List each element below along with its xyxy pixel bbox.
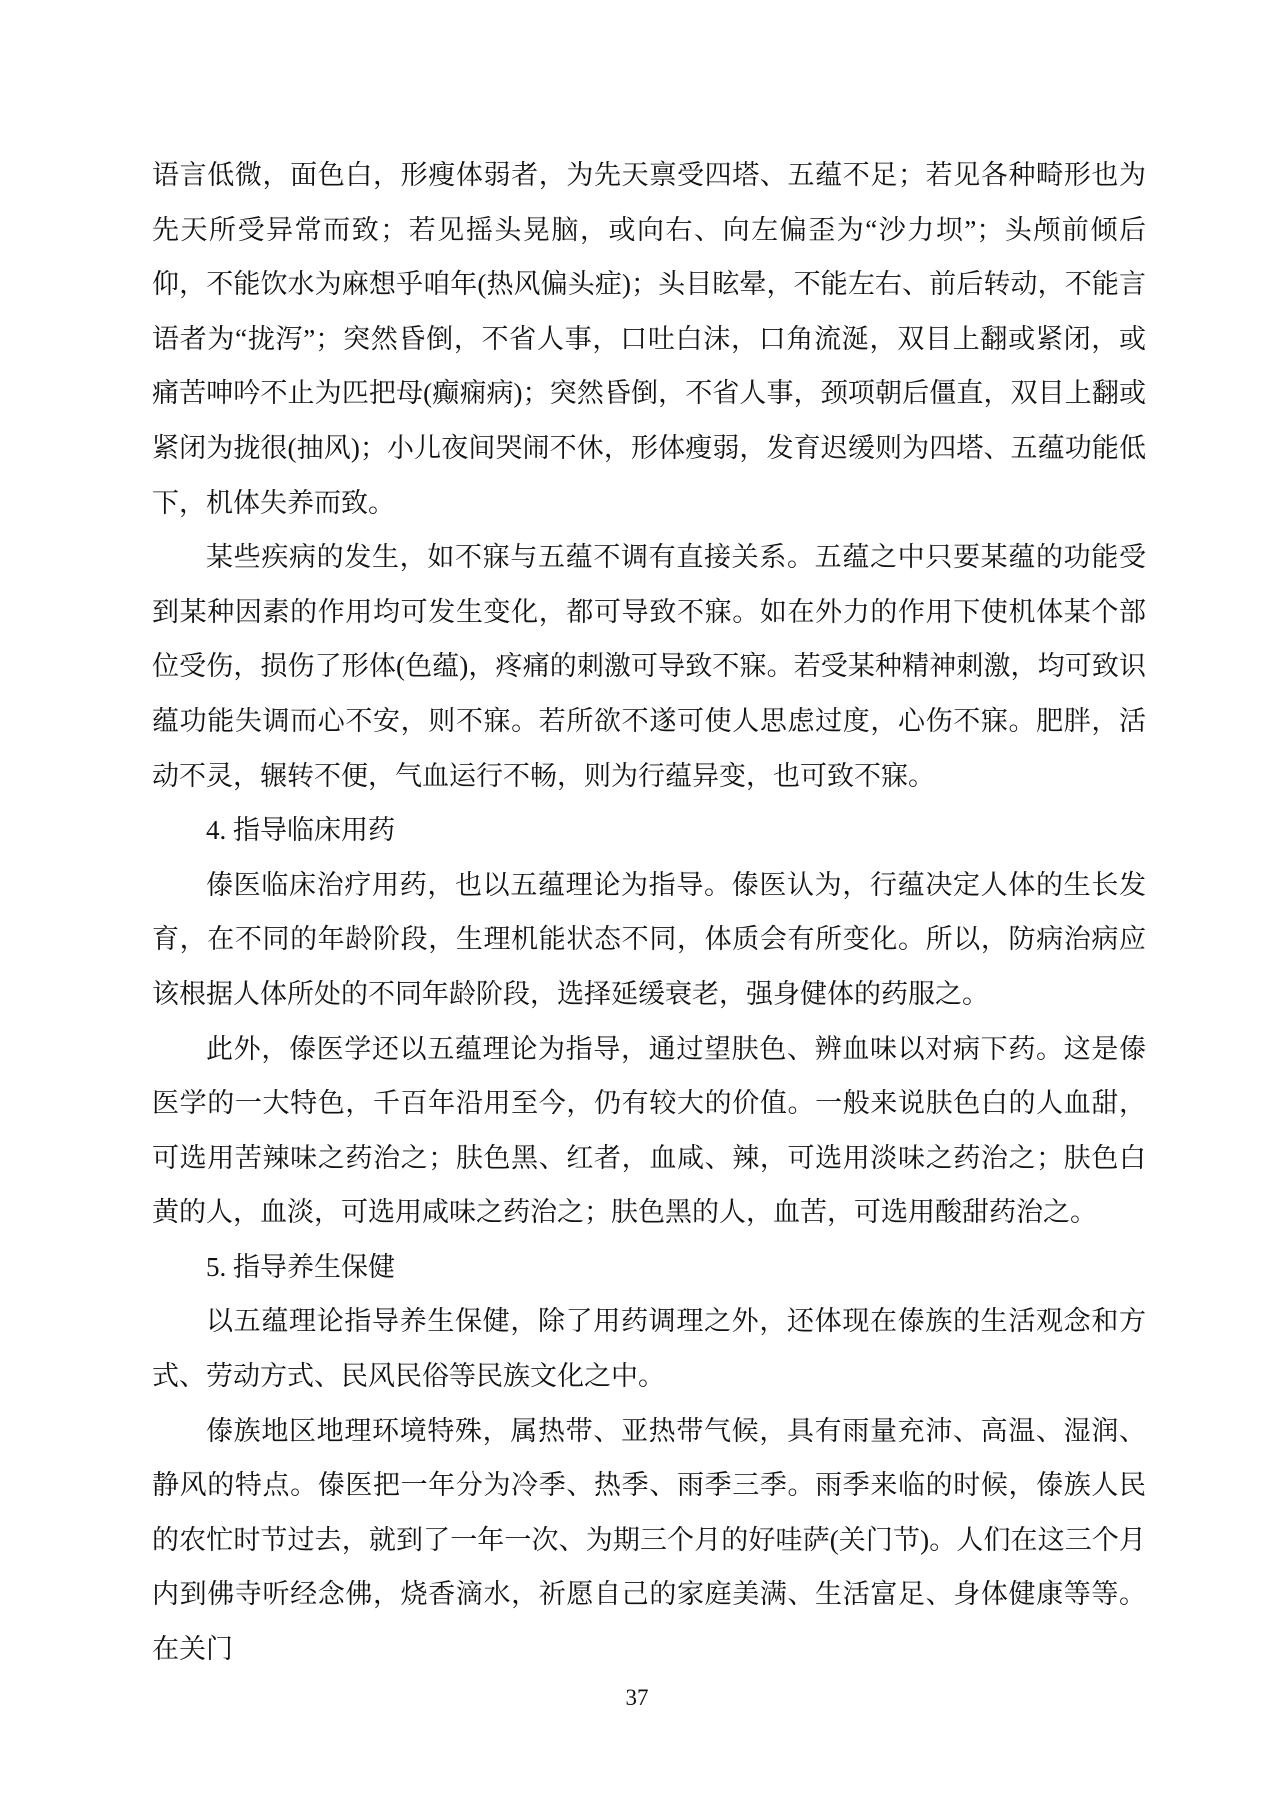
text-content (152, 148, 1146, 1677)
page-number: 37 (625, 1685, 649, 1710)
section-heading: 4. 指导临床用药 (206, 815, 395, 846)
paragraph: 此外，傣医学还以五蕴理论为指导，通过望肤色、辨血味以对病下药。这是傣医学的一大特色，千百年沿用至今，仍有较大的价值。一般来说肤色白的人血甜，可选用苦辣味之药治之；肤色黑、红者，血咸、辣，可选用淡味之药治之；肤色白黄的人，血淡，可选用咸味之药治之；肤色黑的人，血苦，可选用酸甜药治之。 (152, 1033, 1146, 1228)
paragraph: 语言低微，面色白，形瘦体弱者，为先天禀受四塔、五蕴不足；若见各种畸形也为先天所受异常而致；若见摇头晃脑，或向右、向左偏歪为“沙力坝”；头颅前倾后仰，不能饮水为麻想乎咱年(热风偏头症)；头目眩晕，不能左右、前后转动，不能言语者为“拢泻”；突然昏倒，不省人事，口吐白沫，口角流涎，双目上翻或紧闭，或痛苦呻吟不止为匹把母(癫痫病)；突然昏倒，不省人事，颈项朝后僵直，双目上翻或紧闭为拢很(抽风)；小儿夜间哭闹不休，形体瘦弱，发育迟缓则为四塔、五蕴功能低下，机体失养而致。 (152, 160, 1146, 518)
paragraph: 以五蕴理论指导养生保健，除了用药调理之外，还体现在傣族的生活观念和方式、劳动方式、民风民俗等民族文化之中。 (152, 1306, 1146, 1392)
paragraph: 傣医临床治疗用药，也以五蕴理论为指导。傣医认为，行蕴决定人体的生长发育，在不同的年龄阶段，生理机能状态不同，体质会有所变化。所以，防病治病应该根据人体所处的不同年龄阶段，选择延缓衰老，强身健体的药服之。 (152, 869, 1146, 1009)
section-heading: 5. 指导养生保健 (206, 1251, 395, 1282)
paragraph: 傣族地区地理环境特殊，属热带、亚热带气候，具有雨量充沛、高温、湿润、静风的特点。傣医把一年分为冷季、热季、雨季三季。雨季来临的时候，傣族人民的农忙时节过去，就到了一年一次、为期三个月的好哇萨(关门节)。人们在这三个月内到佛寺听经念佛，烧香滴水，祈愿自己的家庭美满、生活富足、身体健康等等。在关门 (152, 1415, 1146, 1665)
paragraph: 某些疾病的发生，如不寐与五蕴不调有直接关系。五蕴之中只要某蕴的功能受到某种因素的作用均可发生变化，都可导致不寐。如在外力的作用下使机体某个部位受伤，损伤了形体(色蕴)，疼痛的刺激可导致不寐。若受某种精神刺激，均可致识蕴功能失调而心不安，则不寐。若所欲不遂可使人思虑过度，心伤不寐。肥胖，活动不灵，辗转不便，气血运行不畅，则为行蕴异变，也可致不寐。 (152, 542, 1146, 791)
